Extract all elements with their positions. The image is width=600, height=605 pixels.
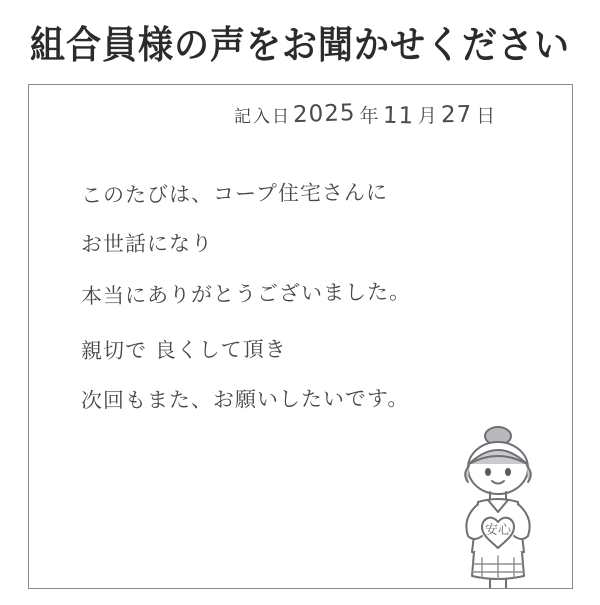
handwritten-message[interactable] <box>81 177 551 413</box>
date-label: 記入日 <box>234 107 291 127</box>
message-line: お世話になり <box>80 231 214 257</box>
date-row <box>234 101 497 128</box>
message-line: 次回もまた、お願いしたいです。 <box>80 386 410 413</box>
page-title: 組合員様の声をお聞かせください <box>29 24 570 68</box>
date-month-value[interactable]: 11 <box>382 102 415 130</box>
comment-form-box <box>28 84 573 589</box>
page-header <box>10 14 590 72</box>
message-line: 本当にありがとうございました。 <box>80 279 412 309</box>
heart-label: 安心 <box>484 523 512 538</box>
date-day-value[interactable]: 27 <box>440 101 473 129</box>
date-day-unit: 日 <box>476 105 496 127</box>
message-line: このたびは、コープ住宅さんに <box>80 180 389 208</box>
anshin-mascot-icon <box>438 424 558 589</box>
message-line: 親切で 良くして頂き <box>80 337 287 364</box>
date-year-unit: 年 <box>359 105 379 127</box>
date-month-unit: 月 <box>417 105 437 127</box>
date-year-value[interactable]: 2025 <box>292 99 356 129</box>
page-footer-spacer <box>0 591 600 605</box>
